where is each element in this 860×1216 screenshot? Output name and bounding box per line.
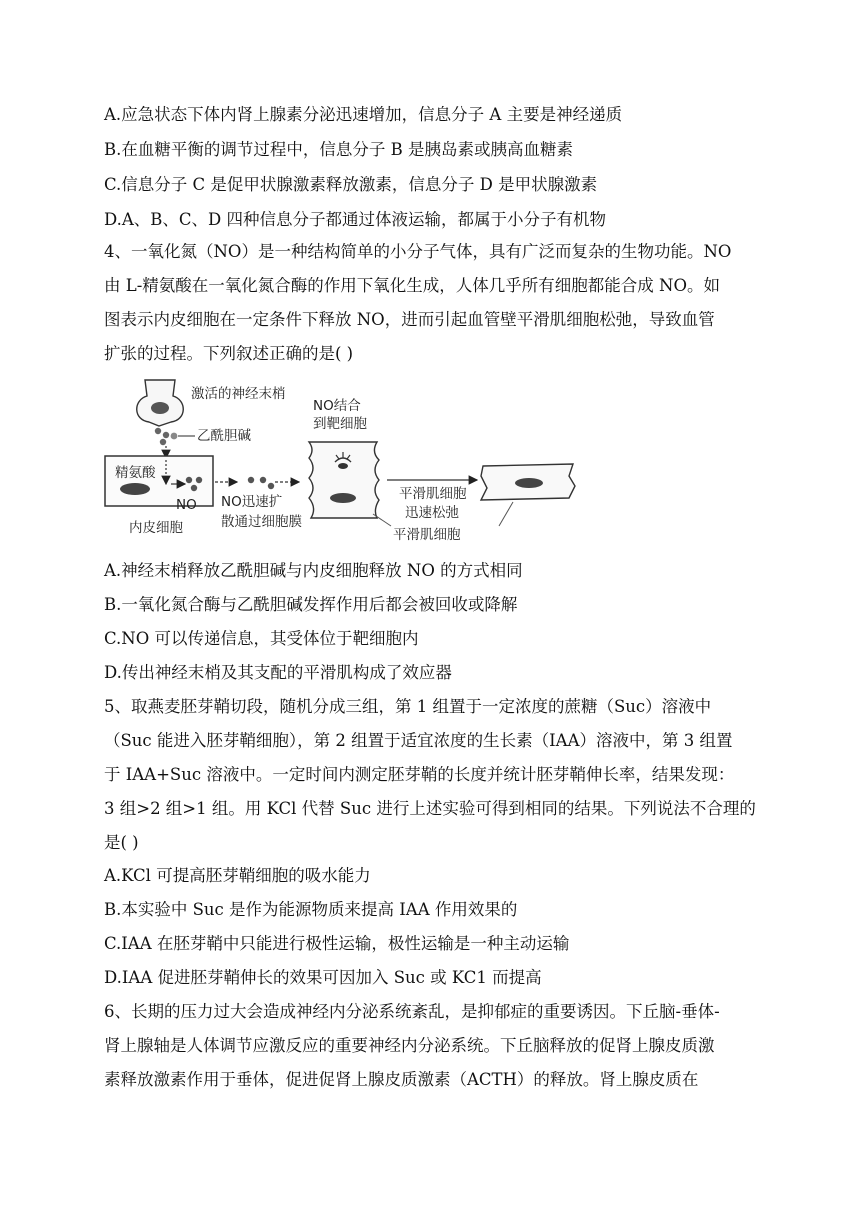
acetylcholine-dots: [155, 428, 178, 445]
q5-stem-line-4: 3 组>2 组>1 组。用 KCl 代替 Suc 进行上述实验可得到相同的结果。下列说法不合理的: [104, 799, 756, 818]
q4-stem-line-3: 图表示内皮细胞在一定条件下释放 NO，进而引起血管壁平滑肌细胞松弛，导致血管: [104, 310, 715, 329]
label-arginine: 精氨酸: [115, 465, 156, 481]
q4-option-c: C.NO 可以传递信息，其受体位于靶细胞内: [104, 629, 419, 648]
label-no-diffuse-2: 散通过细胞膜: [221, 514, 302, 530]
nucleus-endothelial: [120, 483, 150, 495]
q5-option-d: D.IAA 促进胚芽鞘伸长的效果可因加入 Suc 或 KC1 而提高: [104, 968, 542, 987]
q4-stem-line-2: 由 L-精氨酸在一氧化氮合酶的作用下氧化生成，人体几乎所有细胞都能合成 NO。如: [104, 276, 720, 295]
q4-option-a: A.神经末梢释放乙酰胆碱与内皮细胞释放 NO 的方式相同: [104, 561, 523, 580]
label-smooth-muscle: 平滑肌细胞: [393, 527, 461, 543]
no-signaling-figure: [103, 376, 579, 546]
q3-option-a: A.应急状态下体内肾上腺素分泌迅速增加，信息分子 A 主要是神经递质: [104, 105, 623, 124]
label-activated-nerve-ending: 激活的神经末梢: [191, 386, 286, 402]
label-no: NO: [176, 497, 197, 513]
label-no-bind-2: 到靶细胞: [313, 416, 367, 432]
nucleus-relaxed: [515, 478, 543, 488]
q4-option-b: B.一氧化氮合酶与乙酰胆碱发挥作用后都会被回收或降解: [104, 595, 518, 614]
q4-stem-line-1: 4、一氧化氮（NO）是一种结构简单的小分子气体，具有广泛而复杂的生物功能。NO: [104, 242, 732, 261]
q3-option-d: D.A、B、C、D 四种信息分子都通过体液运输，都属于小分子有机物: [104, 210, 607, 229]
q6-stem-line-1: 6、长期的压力过大会造成神经内分泌系统紊乱，是抑郁症的重要诱因。下丘脑-垂体-: [104, 1002, 720, 1021]
nucleus-target: [330, 493, 356, 503]
q5-option-c: C.IAA 在胚芽鞘中只能进行极性运输，极性运输是一种主动运输: [104, 934, 570, 953]
q5-stem-line-1: 5、取燕麦胚芽鞘切段，随机分成三组，第 1 组置于一定浓度的蔗糖（Suc）溶液中: [104, 697, 712, 716]
target-cell-shape: [309, 442, 379, 518]
label-relax-2: 迅速松弛: [405, 505, 459, 521]
q3-option-b: B.在血糖平衡的调节过程中，信息分子 B 是胰岛素或胰高血糖素: [104, 140, 573, 159]
q5-stem-line-2: （Suc 能进入胚芽鞘细胞），第 2 组置于适宜浓度的生长素（IAA）溶液中，第 3 组置: [104, 731, 733, 750]
label-endothelial-cell: 内皮细胞: [129, 520, 183, 536]
label-no-diffuse-1: NO迅速扩: [221, 494, 283, 510]
q4-stem-line-4: 扩张的过程。下列叙述正确的是( ): [104, 344, 354, 363]
q5-option-a: A.KCl 可提高胚芽鞘细胞的吸水能力: [104, 866, 371, 885]
q5-option-b: B.本实验中 Suc 是作为能源物质来提高 IAA 作用效果的: [104, 900, 518, 919]
q5-stem-line-3: 于 IAA+Suc 溶液中。一定时间内测定胚芽鞘的长度并统计胚芽鞘伸长率，结果发现：: [104, 765, 735, 784]
label-acetylcholine: 乙酰胆碱: [197, 428, 251, 444]
q4-option-d: D.传出神经末梢及其支配的平滑肌构成了效应器: [104, 663, 452, 682]
label-no-bind-1: NO结合: [313, 398, 361, 414]
label-relax-1: 平滑肌细胞: [399, 486, 467, 502]
q3-option-c: C.信息分子 C 是促甲状腺激素释放激素，信息分子 D 是甲状腺激素: [104, 175, 598, 194]
nerve-terminal-shape: [137, 380, 184, 426]
q5-stem-line-5: 是( ): [104, 833, 139, 852]
q6-stem-line-3: 素释放激素作用于垂体，促进促肾上腺皮质激素（ACTH）的释放。肾上腺皮质在: [104, 1070, 699, 1089]
q6-stem-line-2: 肾上腺轴是人体调节应激反应的重要神经内分泌系统。下丘脑释放的促肾上腺皮质激: [104, 1036, 715, 1055]
